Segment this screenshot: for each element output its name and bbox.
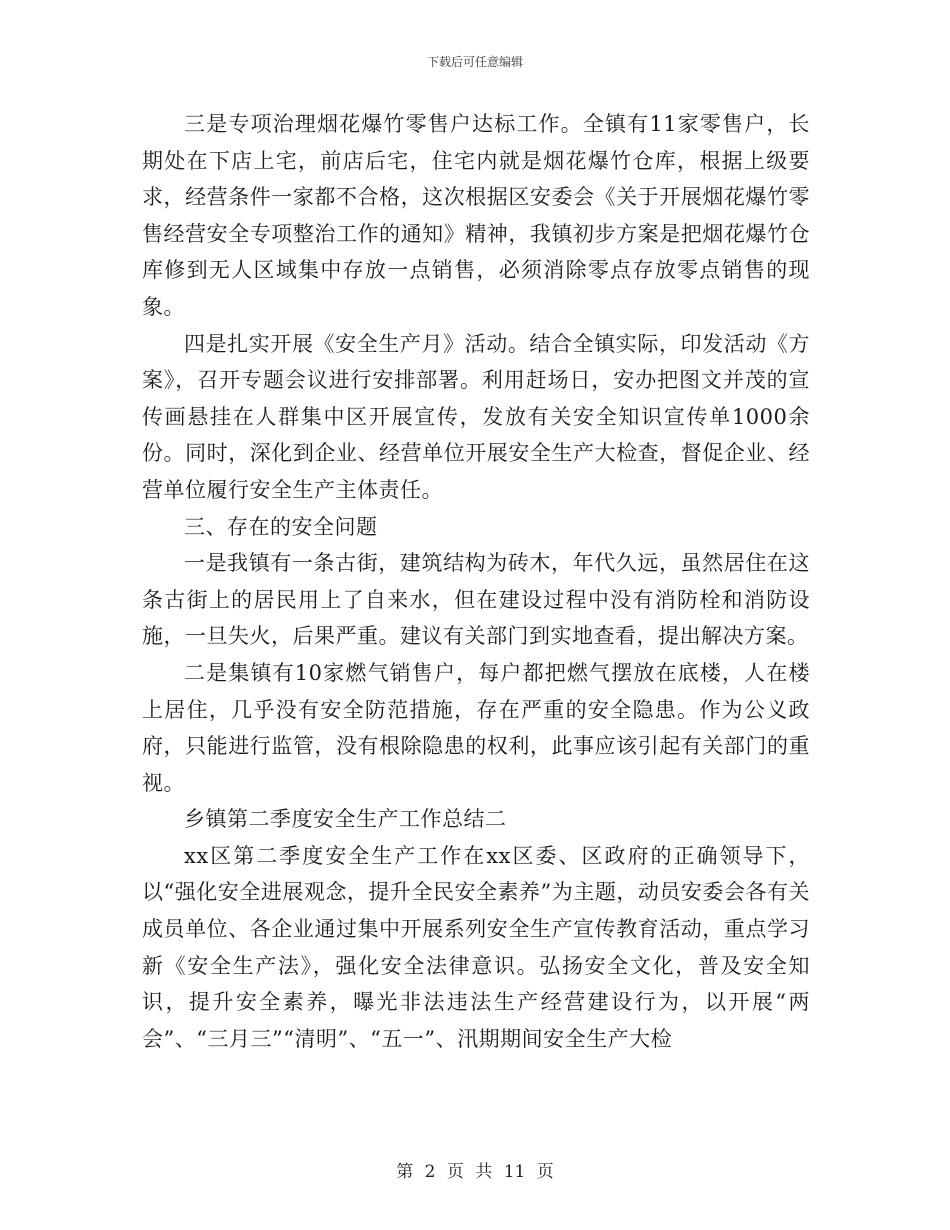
paragraph-fireworks-retail: 三是专项治理烟花爆竹零售户达标工作。全镇有11家零售户，长期处在下店上宅，前店后宅，住宅内就是烟花爆竹仓库，根据上级要求，经营条件一家都不合格，这次根据区安委会《关于开展烟花爆竹零售经营安全专项整治工作的通知》精神，我镇初步方案是把烟花爆竹仓库修到无人区域集中存放一点销售，必须消除零点存放零点销售的现象。 bbox=[142, 112, 810, 319]
section-heading-safety-issues: 三、存在的安全问题 bbox=[184, 514, 378, 539]
paragraph-safety-month: 四是扎实开展《安全生产月》活动。结合全镇实际，印发活动《方案》，召开专题会议进行安排部署。利用赶场日，安办把图文并茂的宣传画悬挂在人群集中区开展宣传，发放有关安全知识宣传单1000余份。同时，深化到企业、经营单位开展安全生产大检查，督促企业、经营单位履行安全生产主体责任。 bbox=[142, 331, 810, 502]
paragraph-second-quarter-summary: xx区第二季度安全生产工作在xx区委、区政府的正确领导下，以“强化安全进展观念，提升全民安全素养”为主题，动员安委会各有关成员单位、各企业通过集中开展系列安全生产宣传教育活动，重点学习新《安全生产法》，强化安全法律意识。弘扬安全文化，普及安全知识，提升安全素养，曝光非法违法生产经营建设行为，以开展“两会”、“三月三”“清明”、“五一”、汛期期间安全生产大检 bbox=[142, 843, 810, 1051]
page-header-note: 下载后可任意编辑 bbox=[426, 55, 523, 69]
paragraph-gas-sellers: 二是集镇有10家燃气销售户，每户都把燃气摆放在底楼，人在楼上居住，几乎没有安全防范措施，存在严重的安全隐患。作为公义政府，只能进行监管，没有根除隐患的权利，此事应该引起有关部门的重视。 bbox=[142, 660, 810, 795]
document-subtitle: 乡镇第二季度安全生产工作总结二 bbox=[184, 807, 507, 832]
page-number-footer: 第 2 页 共 11 页 bbox=[396, 1162, 554, 1182]
paragraph-ancient-street: 一是我镇有一条古街，建筑结构为砖木，年代久远，虽然居住在这条古街上的居民用上了自来水，但在建设过程中没有消防栓和消防设施，一旦失火，后果严重。建议有关部门到实地查看，提出解决方案。 bbox=[142, 551, 810, 649]
document-body bbox=[142, 106, 810, 1057]
